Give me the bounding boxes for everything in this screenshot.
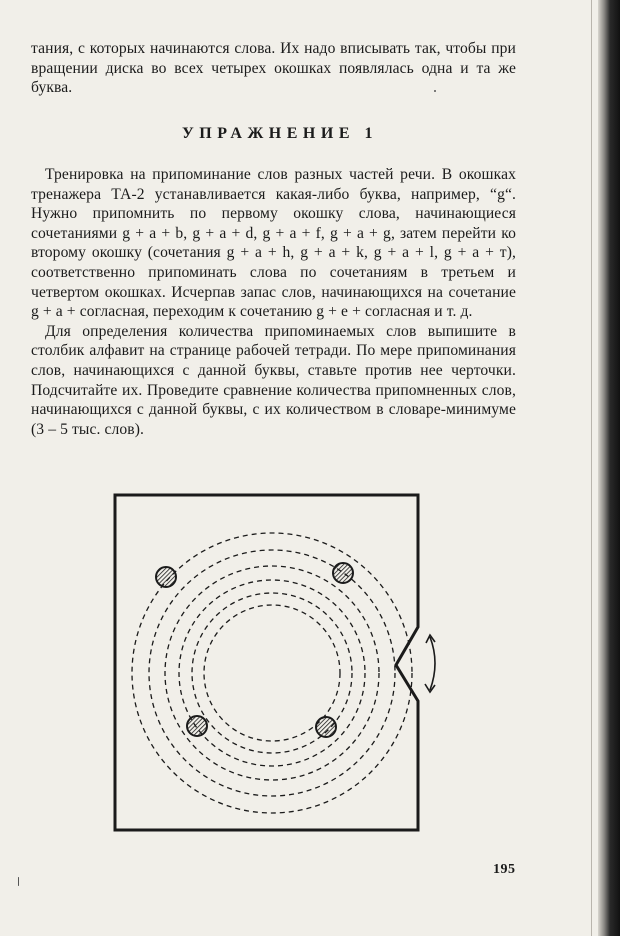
track-2 [149,550,395,796]
window-bottom-right [316,717,336,737]
exercise-paragraph-2: Для определения количества припоминаемых слов выпишите в столбик алфавит на странице рабочей тетради. По мере припоминания слов, начинающихся с данной буквы, ставьте против нее черточки. Подсчитайте их. Проведите сравнение количества припомненных слов, начинающихся с данной буквы, с их количеством в словаре-минимуме (3 – 5 тыс. слов). [31,322,516,438]
track-3 [165,566,379,780]
print-speck [434,90,436,92]
exercise-paragraph-1: Тренировка на припоминание слов разных частей речи. В окошках тренажера ТА-2 устанавливается какая-либо буква, например, “g“. Нужно припомнить по первому окошку слова, начинающиеся сочетаниями g + a + b, g + a + d, g + a + f, g + a + g, затем перейти ко второму окошку (сочетания g + a + h, g + a + k, g + a + l, g + a + т), соответственно припоминать слова по сочетаниям в третьем и четвертом окошках. Исчерпав запас слов, начинающихся на сочетание g + a + согласная, переходим к сочетанию g + e + согласная и т. д. [31,166,516,321]
page-number: 195 [493,862,516,877]
intro-text: тания, с которых начинаются слова. Их надо вписывать так, чтобы при вращении диска во всех четырех окошках появлялась одна и та же буква. [31,40,516,97]
window-top-left [156,567,176,587]
window-bottom-left [187,716,207,736]
trainer-disk-figure [100,485,460,865]
window-circles [156,563,353,737]
intro-paragraph [31,39,516,98]
rotation-arrow-icon [425,635,435,692]
track-4 [179,580,365,766]
page-edge-line [591,0,592,936]
exercise-body [31,165,516,439]
trainer-disk-svg [100,485,460,865]
book-spine-shadow [598,0,620,936]
exercise-heading: УПРАЖНЕНИЕ 1 [182,125,378,142]
window-top-right [333,563,353,583]
print-mark [18,877,19,886]
